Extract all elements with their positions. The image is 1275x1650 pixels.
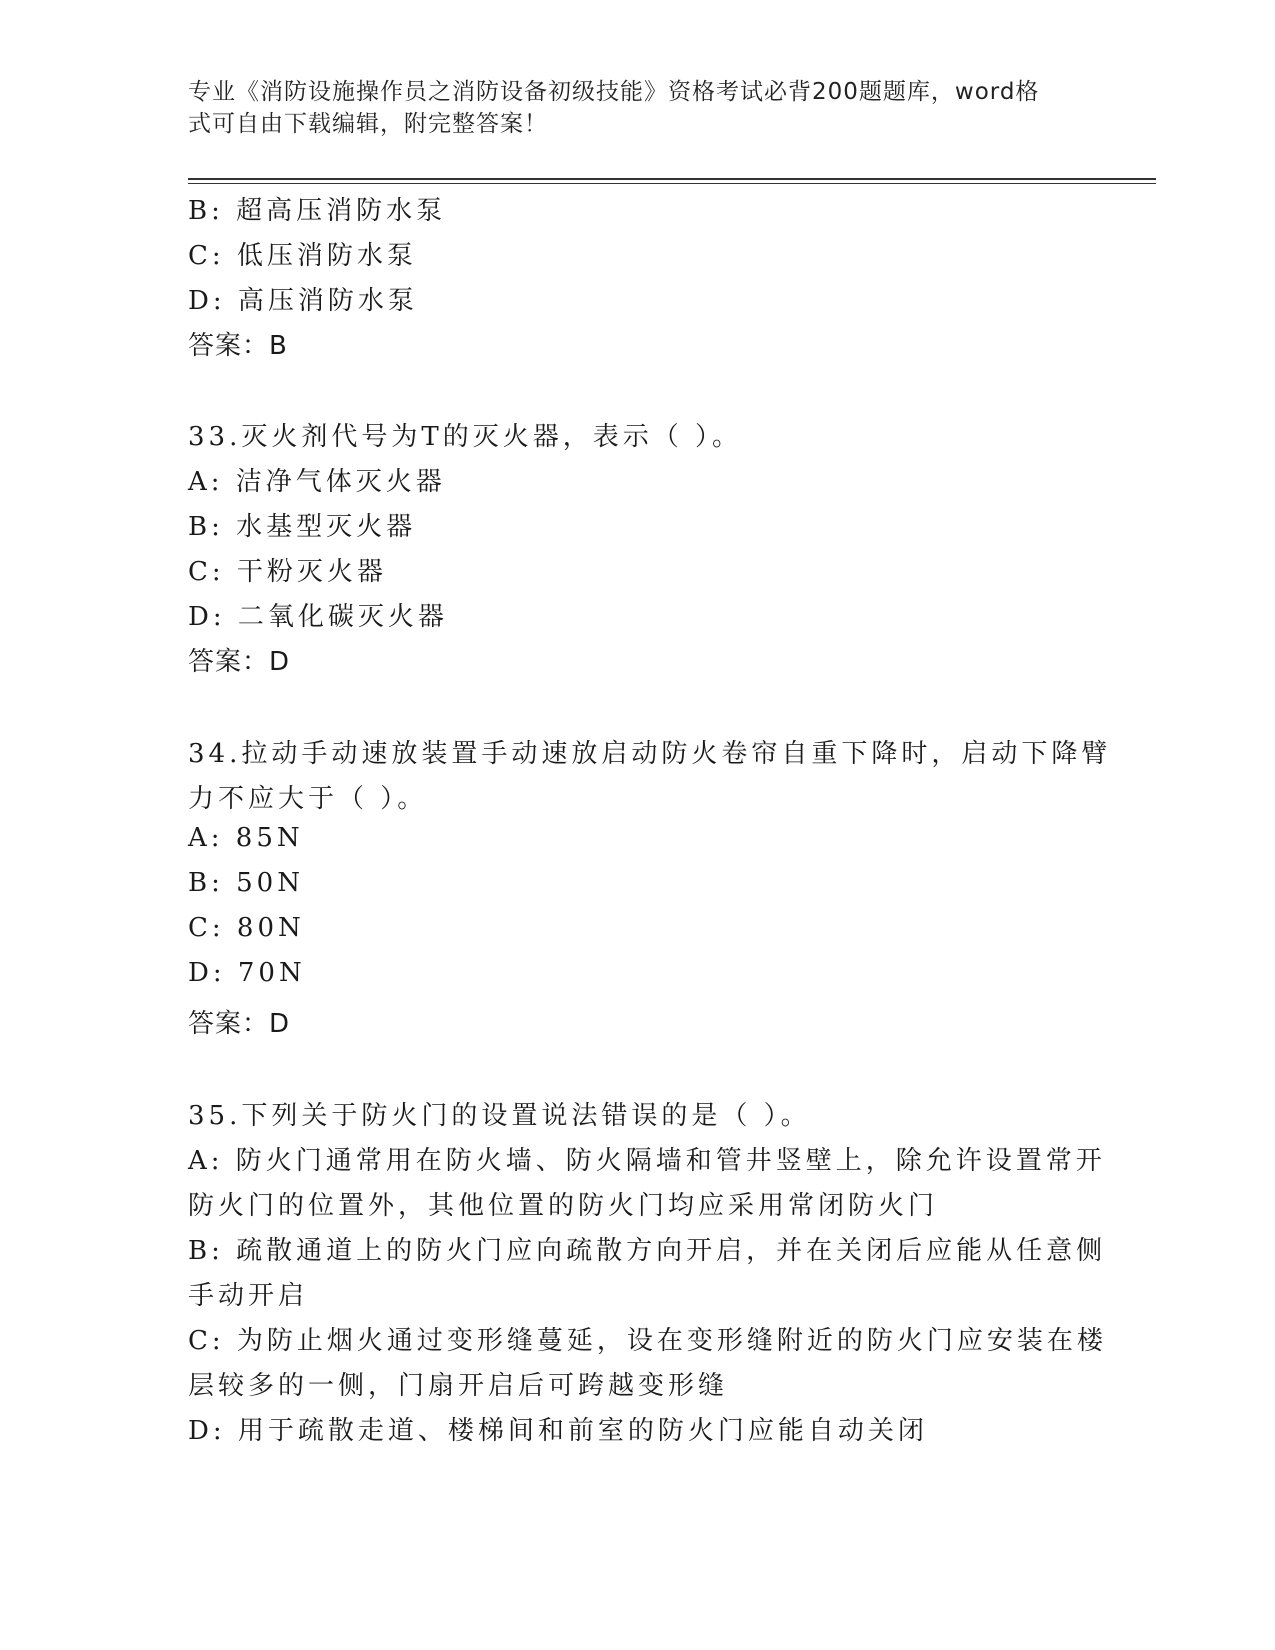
q34-option-d: D: 70N	[188, 958, 306, 988]
q35-option-c-line-1: C: 为防止烟火通过变形缝蔓延，设在变形缝附近的防火门应安装在楼	[188, 1326, 1107, 1356]
q34-answer: 答案：D	[188, 1009, 291, 1039]
q33-option-d: D: 二氧化碳灭火器	[188, 602, 448, 632]
q35-question: 35.下列关于防火门的设置说法错误的是（ ）。	[188, 1101, 811, 1131]
header-rule-thick	[188, 178, 1156, 180]
q32-option-c: C: 低压消防水泵	[188, 241, 417, 271]
q34-question-line-1: 34.拉动手动速放装置手动速放启动防火卷帘自重下降时，启动下降臂	[188, 739, 1112, 769]
header-line-1: 专业《消防设施操作员之消防设备初级技能》资格考试必背200题题库，word格	[188, 79, 1040, 105]
q34-option-a: A: 85N	[188, 823, 304, 853]
q32-option-b: B: 超高压消防水泵	[188, 196, 447, 226]
q35-option-b-line-2: 手动开启	[188, 1281, 309, 1311]
header-line-2: 式可自由下载编辑，附完整答案！	[188, 111, 548, 137]
q35-option-a-line-2: 防火门的位置外，其他位置的防火门均应采用常闭防火门	[188, 1191, 939, 1221]
q34-question-line-2: 力不应大于（ ）。	[188, 784, 428, 814]
q34-option-b: B: 50N	[188, 868, 304, 898]
q35-option-b-line-1: B: 疏散通道上的防火门应向疏散方向开启，并在关闭后应能从任意侧	[188, 1236, 1107, 1266]
header-rule-thin	[188, 183, 1156, 184]
q35-option-a-line-1: A: 防火门通常用在防火墙、防火隔墙和管井竖壁上，除允许设置常开	[188, 1146, 1106, 1176]
q33-answer: 答案：D	[188, 647, 291, 677]
q32-answer: 答案：B	[188, 331, 288, 361]
q34-option-c: C: 80N	[188, 913, 305, 943]
q33-option-a: A: 洁净气体灭火器	[188, 467, 446, 497]
q32-option-d: D: 高压消防水泵	[188, 286, 418, 316]
q33-option-b: B: 水基型灭火器	[188, 512, 417, 542]
q35-option-c-line-2: 层较多的一侧，门扇开启后可跨越变形缝	[188, 1371, 729, 1401]
q35-option-d: D: 用于疏散走道、楼梯间和前室的防火门应能自动关闭	[188, 1416, 928, 1446]
q33-question: 33.灭火剂代号为T的灭火器，表示（ ）。	[188, 422, 742, 452]
document-header	[188, 76, 1068, 140]
q33-option-c: C: 干粉灭火器	[188, 557, 387, 587]
